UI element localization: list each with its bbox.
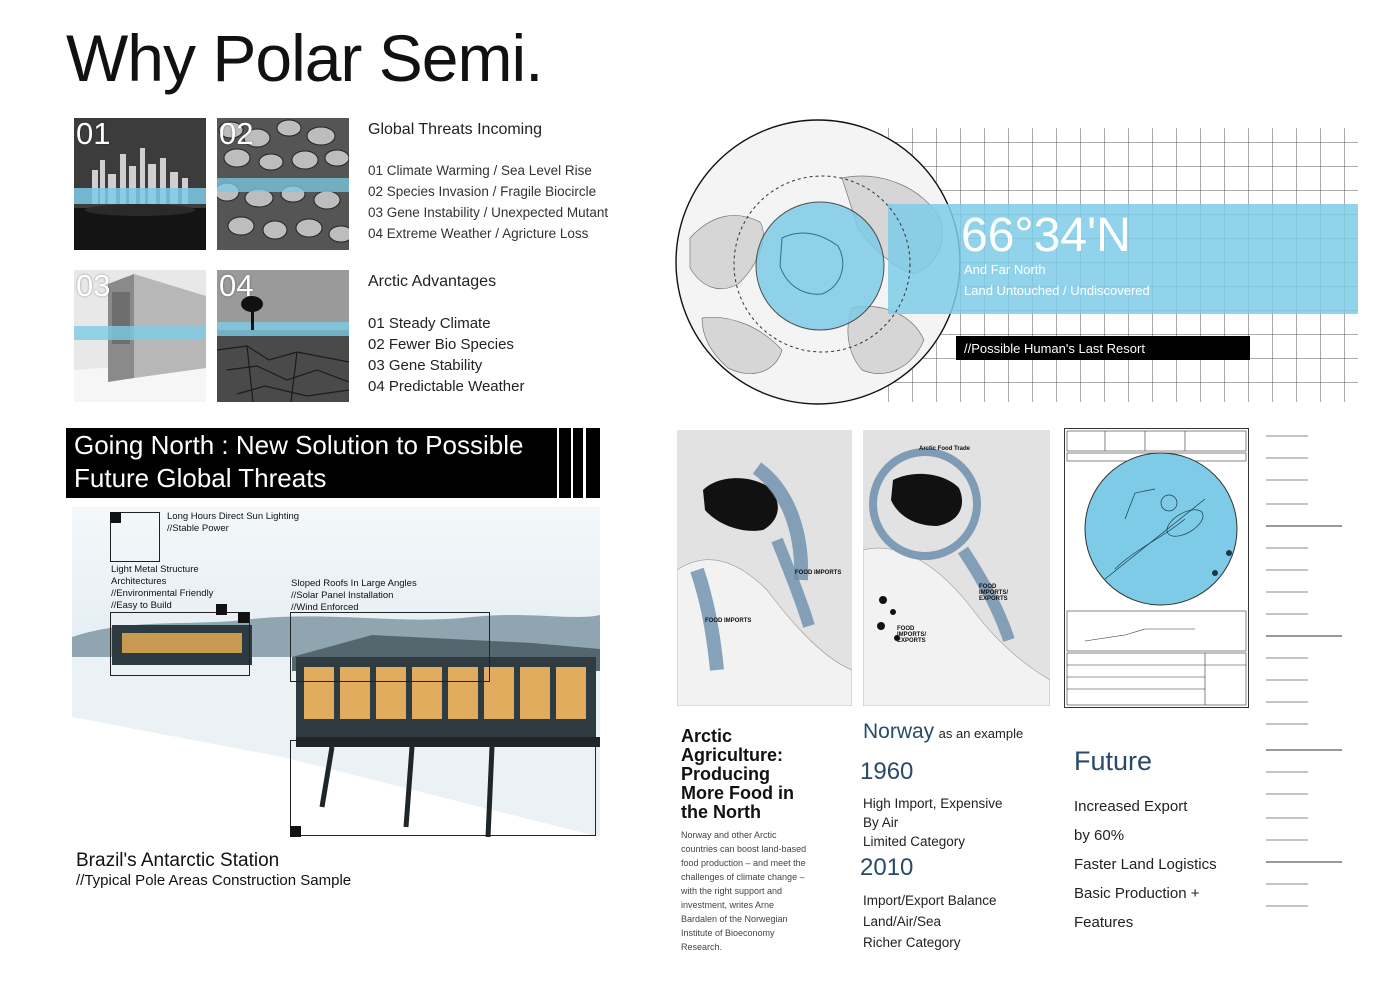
list-item: 03 Gene Stability	[368, 357, 483, 374]
article-headline: Arctic Agriculture: Producing More Food in the North	[681, 726, 794, 822]
year-2010: 2010	[860, 854, 914, 881]
annotation-metal: Light Metal Structure Architectures //Environmental Friendly //Easy to Build	[111, 564, 214, 611]
year-1960-details: High Import, Expensive By Air Limited Category	[863, 796, 1003, 849]
annotation-frame	[290, 740, 596, 836]
list-item: 02 Species Invasion / Fragile Biocircle	[368, 184, 597, 199]
tile-climate	[74, 118, 206, 250]
list-item: 03 Gene Instability / Unexpected Mutant	[368, 205, 609, 220]
page-title: Why Polar Semi.	[66, 21, 543, 95]
map-food-trade-graphic	[863, 430, 1050, 706]
future-heading: Future	[1074, 746, 1153, 776]
marker-square	[110, 512, 121, 523]
marker-square	[290, 826, 301, 837]
latitude-value: 66°34'N	[961, 209, 1131, 262]
list-item: Faster Land Logistics	[1074, 856, 1217, 873]
annotation-sun: Long Hours Direct Sun Lighting //Stable Power	[167, 511, 300, 534]
section-banner	[66, 428, 600, 498]
tile-species	[217, 118, 349, 250]
station-sub: //Typical Pole Areas Construction Sample	[76, 872, 352, 889]
map-label: FOOD IMPORTS	[795, 570, 842, 576]
advantages-heading: Arctic Advantages	[368, 273, 497, 290]
banner-divider	[571, 428, 573, 498]
approach-chart-graphic	[1065, 429, 1248, 707]
list-item: Features	[1074, 914, 1134, 931]
marker-square	[216, 604, 227, 615]
norway-heading-suffix: as an example	[938, 726, 1024, 741]
list-item: 04 Extreme Weather / Agricture Loss	[368, 226, 589, 241]
tile-weather	[217, 270, 349, 402]
tile-number: 04	[219, 270, 254, 303]
list-item: 01 Steady Climate	[368, 315, 491, 332]
tile-number: 03	[76, 270, 111, 303]
annotation-frame	[110, 612, 250, 676]
list-item: 04 Predictable Weather	[368, 378, 525, 395]
banner-line2: Future Global Threats	[74, 463, 327, 493]
marker-square	[238, 612, 249, 623]
threats-list	[368, 160, 608, 244]
banner-line1: Going North : New Solution to Possible	[74, 430, 524, 460]
map-label: FOOD IMPORTS/ EXPORTS	[897, 626, 927, 644]
map-imports-graphic	[677, 430, 852, 706]
banner-divider	[583, 428, 586, 498]
article-body: Norway and other Arctic countries can boost land-based food production – and meet the challenges of climate change – with the right support and investment, writes Arne Bardalen of the Norwegian Institute of Bioeconomy Research.	[681, 830, 807, 952]
annotation-frame	[290, 612, 490, 682]
latitude-tag: //Possible Human's Last Resort	[964, 341, 1145, 356]
approach-chart	[1064, 428, 1249, 708]
map-food-trade	[863, 430, 1050, 706]
norway-heading-row	[863, 720, 1023, 744]
map-label: FOOD IMPORTS	[705, 618, 752, 624]
year-1960: 1960	[860, 758, 914, 785]
banner-divider	[557, 428, 559, 498]
tile-number: 02	[219, 118, 254, 151]
list-item: by 60%	[1074, 827, 1125, 844]
tile-number: 01	[76, 118, 111, 151]
tile-gene	[74, 270, 206, 402]
annotation-roofs: Sloped Roofs In Large Angles //Solar Panel Installation //Wind Enforced	[291, 578, 417, 613]
right-rules	[1262, 432, 1372, 912]
year-2010-details: Import/Export Balance Land/Air/Sea Richer Category	[863, 893, 997, 950]
latitude-line1: And Far North	[964, 262, 1046, 277]
list-item: Increased Export	[1074, 798, 1188, 815]
list-item: Basic Production +	[1074, 885, 1200, 902]
threats-heading: Global Threats Incoming	[368, 121, 543, 138]
map-title: Arctic Food Trade	[919, 446, 971, 452]
list-item: 01 Climate Warming / Sea Level Rise	[368, 163, 592, 178]
station-name: Brazil's Antarctic Station	[76, 850, 280, 871]
list-item: 02 Fewer Bio Species	[368, 336, 514, 353]
advantages-list	[368, 313, 524, 397]
norway-heading: Norway	[863, 720, 935, 743]
map-label: FOOD IMPORTS/ EXPORTS	[979, 584, 1009, 602]
future-list	[1074, 792, 1217, 937]
map-imports	[677, 430, 852, 706]
latitude-line2: Land Untouched / Undiscovered	[964, 283, 1150, 298]
